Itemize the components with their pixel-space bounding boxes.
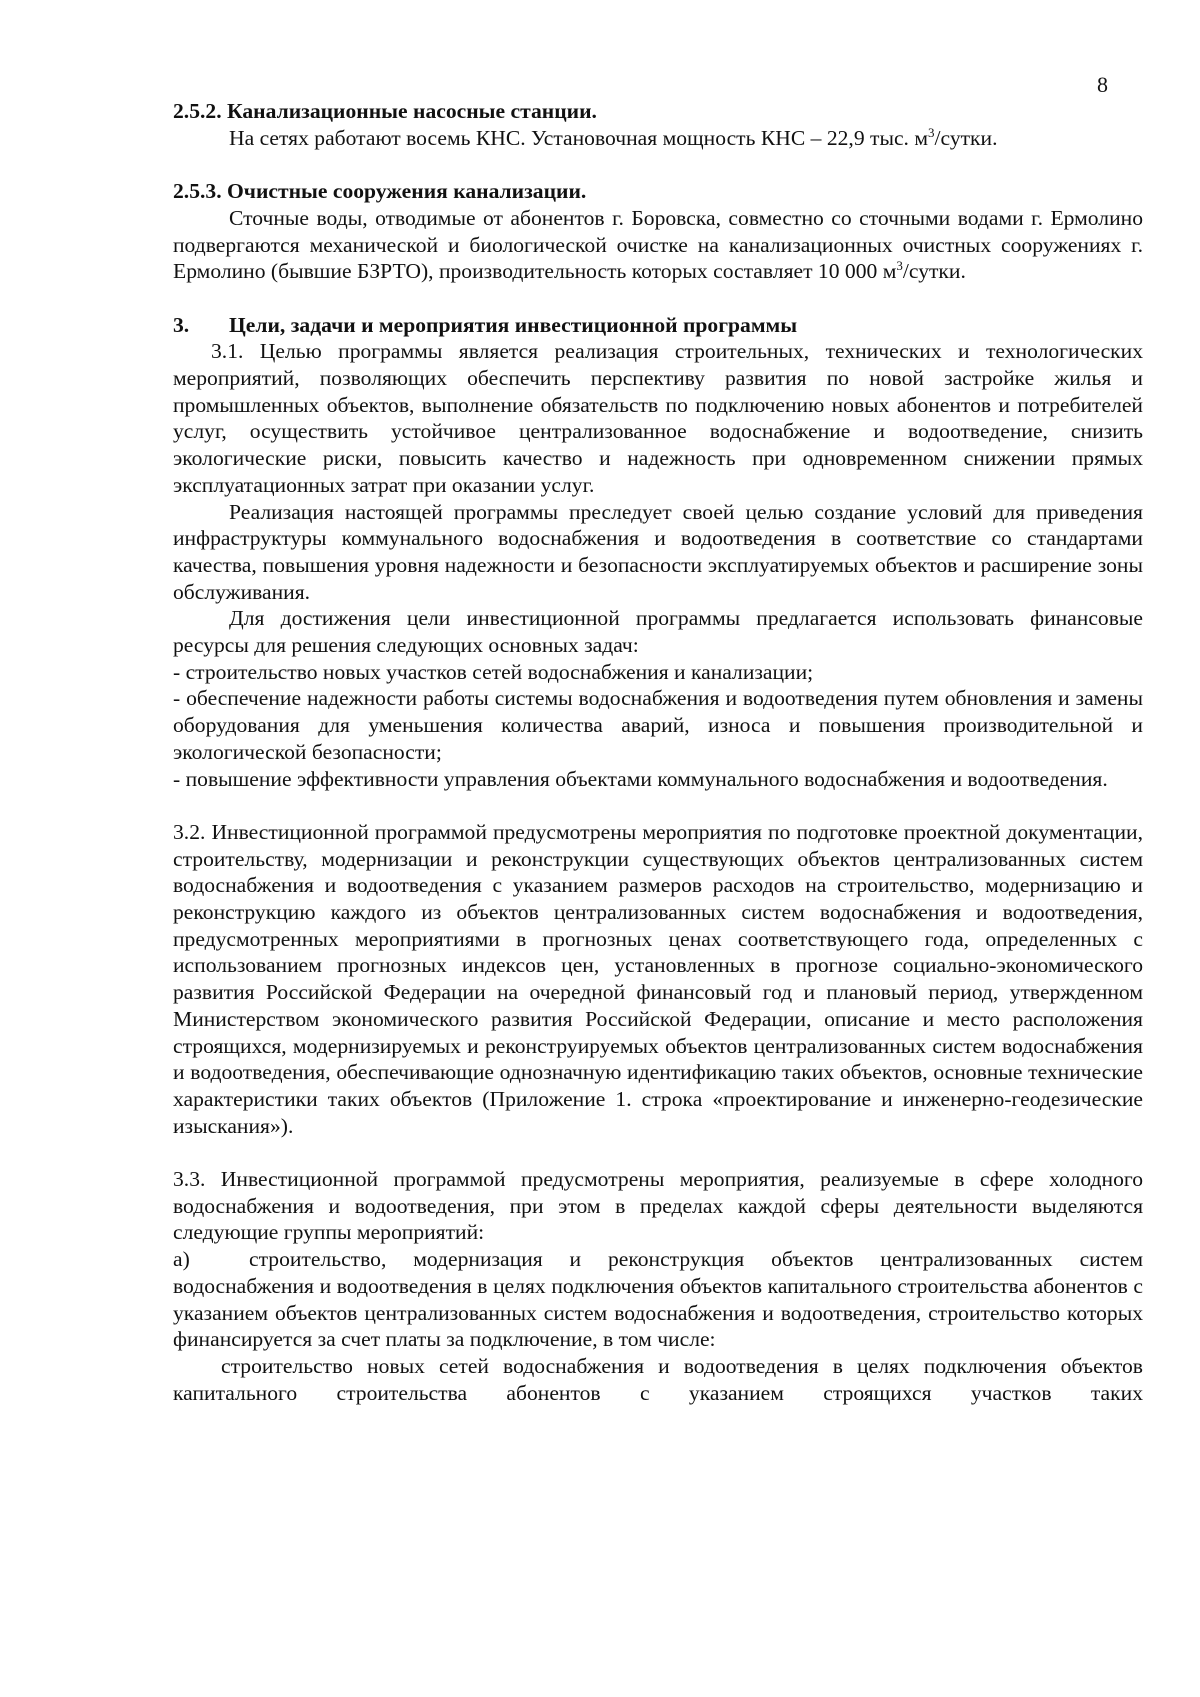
list-item-a: а) строительство, модернизация и реконструкция объектов централизованных систем водоснабжения и водоотведения в целях подключения объектов капитального строительства абонентов с указанием объектов централизованных систем водоснабжения и водоотведения, строительство которых финансируется за счет платы за подключение, в том числе: bbox=[173, 1247, 1143, 1352]
paragraph-goal: Для достижения цели инвестиционной программы предлагается использовать финансовые ресурсы для решения следующих основных задач: bbox=[173, 606, 1143, 658]
list-item: - обеспечение надежности работы системы водоснабжения и водоотведения путем обновления и замены оборудования для уменьшения количества аварий, износа и повышения производительной и экологической безопасности; bbox=[173, 686, 1143, 764]
paragraph-realization: Реализация настоящей программы преследует своей целью создание условий для приведения инфраструктуры коммунального водоснабжения и водоотведения в соответствие со стандартами качества, повышения уровня надежности и безопасности эксплуатируемых объектов и расширение зоны обслуживания. bbox=[173, 499, 1143, 604]
paragraph-3-2: 3.2. Инвестиционной программой предусмотрены мероприятия по подготовке проектной документации, строительству, модернизации и реконструкции существующих объектов централизованных систем водоснабжения и водоотведения с указанием размеров расходов на строительство, модернизацию и реконструкцию каждого из объектов централизованных систем водоснабжения и водоотведения, предусмотренных мероприятиями в прогнозных ценах соответствующего года, определенных с использованием прогнозных индексов цен, установленных в прогнозе социально-экономического развития Российской Федерации на очередной финансовый год и плановый период, утвержденном Министерством экономического развития Российской Федерации, описание и место расположения строящихся, модернизируемых и реконструируемых объектов централизованных систем водоснабжения и водоотведения, обеспечивающие однозначную идентификацию таких объектов, основные технические характеристики таких объектов (Приложение 1. строка «проектирование и инженерно-геодезические изыскания»). bbox=[173, 819, 1143, 1138]
section-2-5-3-text: Сточные воды, отводимые от абонентов г. Боровска, совместно со сточными водами г. Ермолино подвергаются механической и биологической очистке на канализационных очистных сооружениях г. Ермолино (бывшие БЗРТО), производительность которых составляет 10 000 $м^3$/сутки. bbox=[173, 205, 1143, 284]
section-2-5-2-text: На сетях работают восемь КНС. Установочная мощность КНС – 22,9 тыс. $м^3$/сутки. bbox=[229, 124, 998, 150]
paragraph-3-3: 3.3. Инвестиционной программой предусмотрены мероприятия, реализуемые в сфере холодного водоснабжения и водоотведения, при этом в пределах каждой сферы деятельности выделяются следующие группы мероприятий: bbox=[173, 1167, 1143, 1245]
section-2-5-3-heading: 2.5.3. Очистные сооружения канализации. bbox=[173, 179, 587, 204]
list-item: - строительство новых участков сетей водоснабжения и канализации; bbox=[173, 659, 814, 684]
section-2-5-2-heading: 2.5.2. Канализационные насосные станции. bbox=[173, 99, 597, 123]
document-body bbox=[173, 98, 1143, 1406]
paragraph-3-1: 3.1. Целью программы является реализация строительных, технических и технологических мероприятий, позволяющих обеспечить перспективу развития по новой застройке жилья и промышленных объектов, выполнение обязательств по подключению новых абонентов и потребителей услуг, осуществить устойчивое централизованное водоснабжение и водоотведение, снизить экологические риски, повысить качество и надежность при одновременном снижении прямых эксплуатационных затрат при оказании услуг. bbox=[173, 339, 1143, 497]
paragraph-last: строительство новых сетей водоснабжения и водоотведения в целях подключения объектов капитального строительства абонентов с указанием строящихся участков таких bbox=[173, 1353, 1143, 1405]
section-3-heading: 3. Цели, задачи и мероприятия инвестиционной программы bbox=[173, 312, 798, 337]
list-item: - повышение эффективности управления объектами коммунального водоснабжения и водоотведения. bbox=[173, 766, 1108, 791]
page-number: 8 bbox=[1097, 72, 1108, 97]
